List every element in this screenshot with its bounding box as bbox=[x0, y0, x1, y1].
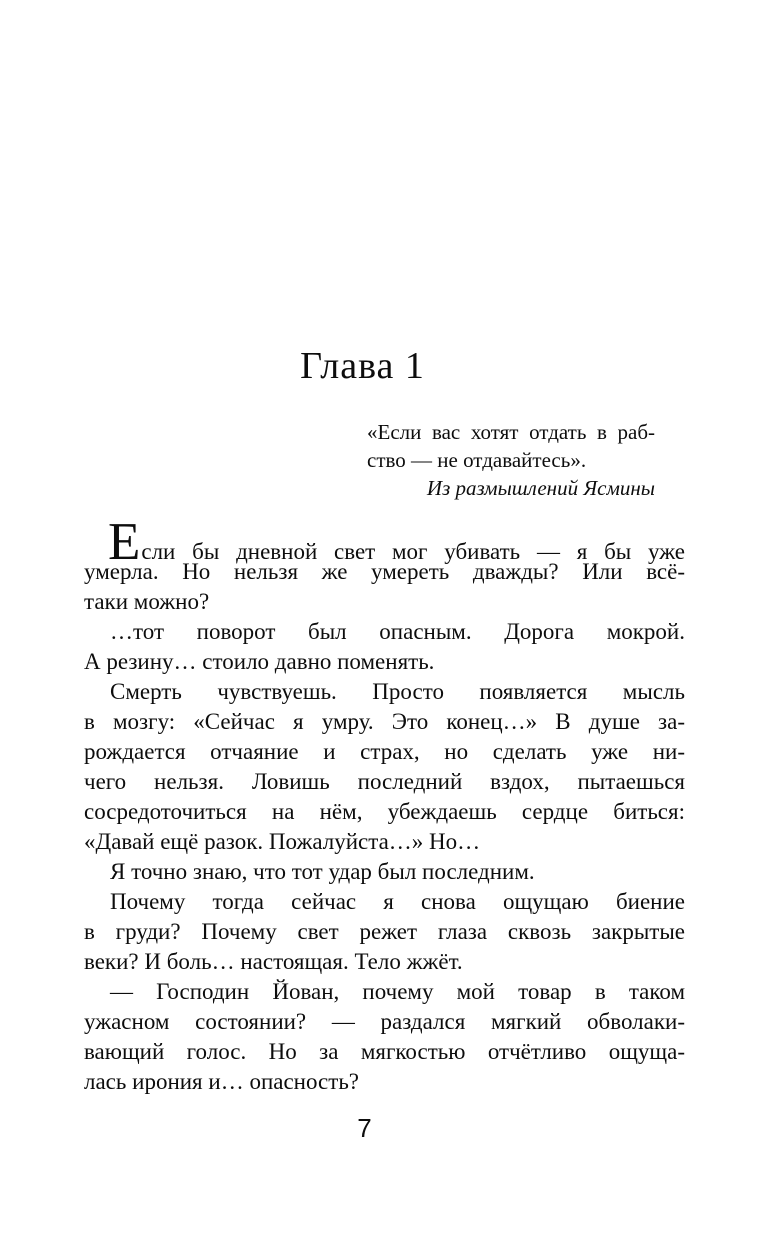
drop-cap: Е bbox=[108, 513, 142, 571]
body-line: …тот поворот был опасным. Дорога мокрой. bbox=[110, 619, 685, 644]
body-line: Почему тогда сейчас я снова ощущаю биение bbox=[110, 889, 685, 914]
body-line: «Давай ещё разок. Пожалуйста…» Но… bbox=[84, 829, 481, 854]
body-line: — Господин Йован, почему мой товар в таком bbox=[110, 979, 685, 1004]
body-line: умерла. Но нельзя же умереть дважды? Или всё- bbox=[84, 559, 685, 584]
body-line: А резину… стоило давно поменять. bbox=[84, 649, 435, 674]
epigraph-attribution: Из размышлений Ясмины bbox=[426, 476, 655, 500]
page-number: 7 bbox=[357, 1113, 372, 1143]
body-line: веки? И боль… настоящая. Тело жжёт. bbox=[84, 949, 463, 974]
body-line: вающий голос. Но за мягкостью отчётливо ощуща- bbox=[84, 1039, 685, 1064]
chapter-title: Глава 1 bbox=[300, 345, 425, 387]
body-line: таки можно? bbox=[84, 589, 210, 614]
body-line: Я точно знаю, что тот удар был последним. bbox=[110, 859, 535, 884]
body-line: в мозгу: «Сейчас я умру. Это конец…» В душе за- bbox=[84, 709, 685, 734]
epigraph-quote-line: ство — не отдавайтесь». bbox=[367, 448, 587, 472]
body-line: Если бы дневной свет мог убивать — я бы уже bbox=[108, 513, 685, 571]
body-line: ужасном состоянии? — раздался мягкий обволаки- bbox=[84, 1009, 685, 1034]
body-line: рождается отчаяние и страх, но сделать уже ни- bbox=[84, 739, 685, 764]
body-line: лась ирония и… опасность? bbox=[84, 1069, 360, 1094]
body-line: чего нельзя. Ловишь последний вздох, пытаешься bbox=[84, 769, 685, 794]
body-line: в груди? Почему свет режет глаза сквозь закрытые bbox=[84, 919, 685, 944]
epigraph-quote-line: «Если вас хотят отдать в раб- bbox=[367, 420, 655, 444]
body-line: Смерть чувствуешь. Просто появляется мысль bbox=[110, 679, 685, 704]
body-text bbox=[84, 513, 685, 1097]
body-line: сосредоточиться на нём, убеждаешь сердце биться: bbox=[84, 799, 685, 824]
epigraph bbox=[367, 418, 655, 502]
